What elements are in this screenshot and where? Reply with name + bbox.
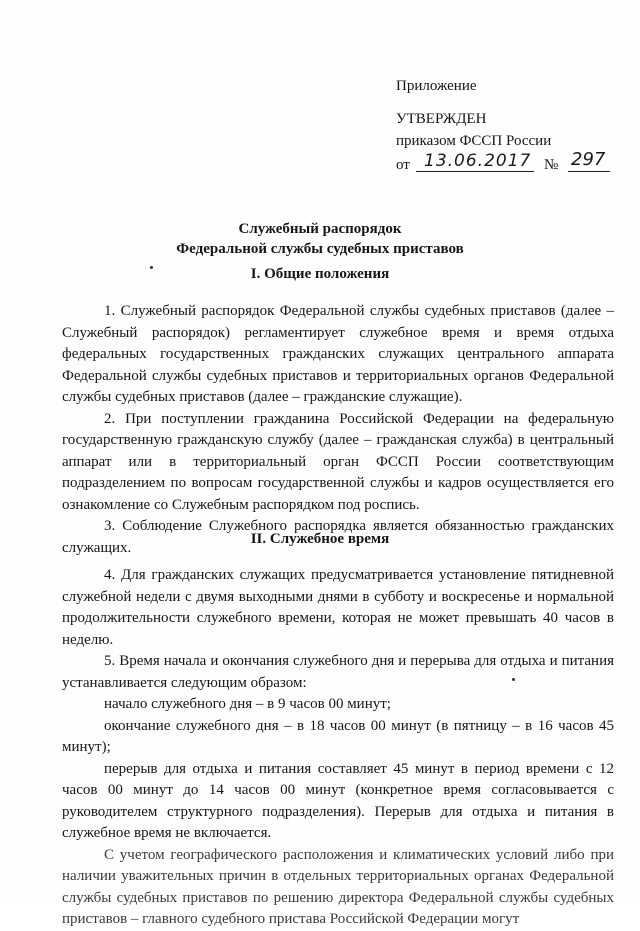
work-start-item: начало служебного дня – в 9 часов 00 минут; [104,696,391,712]
paragraph-geo: С учетом географического расположения и климатических условий либо при наличии уважительных причин в отдельных территориальных органах Федеральной службы судебных приставов по решению директора Федеральной службы судебных приставов – главного судебного пристава Российской Федерации могут [62,846,614,927]
scan-speck [150,266,153,269]
document-title [0,219,640,259]
paragraph-3: 3. Соблюдение Служебного распорядка является обязанностью гражданских служащих. [62,518,614,556]
title-line-2: Федеральной службы судебных приставов [176,241,464,257]
handwritten-number: 297 [571,149,606,170]
title-line-1: Служебный распорядок [238,221,402,237]
paragraph-1: 1. Служебный распорядок Федеральной службы судебных приставов (далее – Служебный распорядок) регламентирует служебное время и время отдыха федеральных государственных гражданских служащих центрального аппарата Федеральной службы судебных приставов и территориальных органов Федеральной службы судебных приставов (далее – гражданские служащие). [62,303,614,405]
approved-label: УТВЕРЖДЕН [396,111,487,127]
number-label: № [544,157,559,173]
by-order-label: приказом ФССП России [396,133,552,149]
section2-heading: II. Служебное время [250,531,390,547]
lunch-break-item: перерыв для отдыха и питания составляет 45 минут в период времени с 12 часов 00 минут до 14 часов 00 минут (конкретное время согласовывается с руководителем структурного подразделения). Перерыв для отдыха и питания в служебное время не включается. [62,760,614,841]
appendix-label: Приложение [396,78,477,94]
paragraph-4: 4. Для гражданских служащих предусматривается установление пятидневной служебной недели с двумя выходными днями в субботу и воскресенье и нормальной продолжительности служебного времени, которая не может превышать 40 часов в неделю. [62,567,614,648]
handwritten-date: 13.06.2017 [424,151,532,171]
order-date-number-row [396,149,606,176]
paragraph-5: 5. Время начала и окончания служебного дня и перерыва для отдыха и питания устанавливается следующим образом: [62,653,614,691]
approval-block [396,75,606,176]
section2-body [62,565,614,931]
scan-speck [512,678,515,681]
work-end-item: окончание служебного дня – в 18 часов 00 минут (в пятницу – в 16 часов 45 минут); [62,717,614,755]
number-underline [568,171,610,172]
section1-heading: I. Общие положения [250,266,390,282]
section1-body [62,301,614,559]
from-label: от [396,157,410,173]
paragraph-2: 2. При поступлении гражданина Российской Федерации на федеральную государственную гражданскую службу (далее – гражданская служба) в центральный аппарат или в территориальный орган ФССП России соответствующим подразделением по вопросам государственной службы и кадров осуществляется его ознакомление со Служебным распорядком под роспись. [62,410,614,513]
